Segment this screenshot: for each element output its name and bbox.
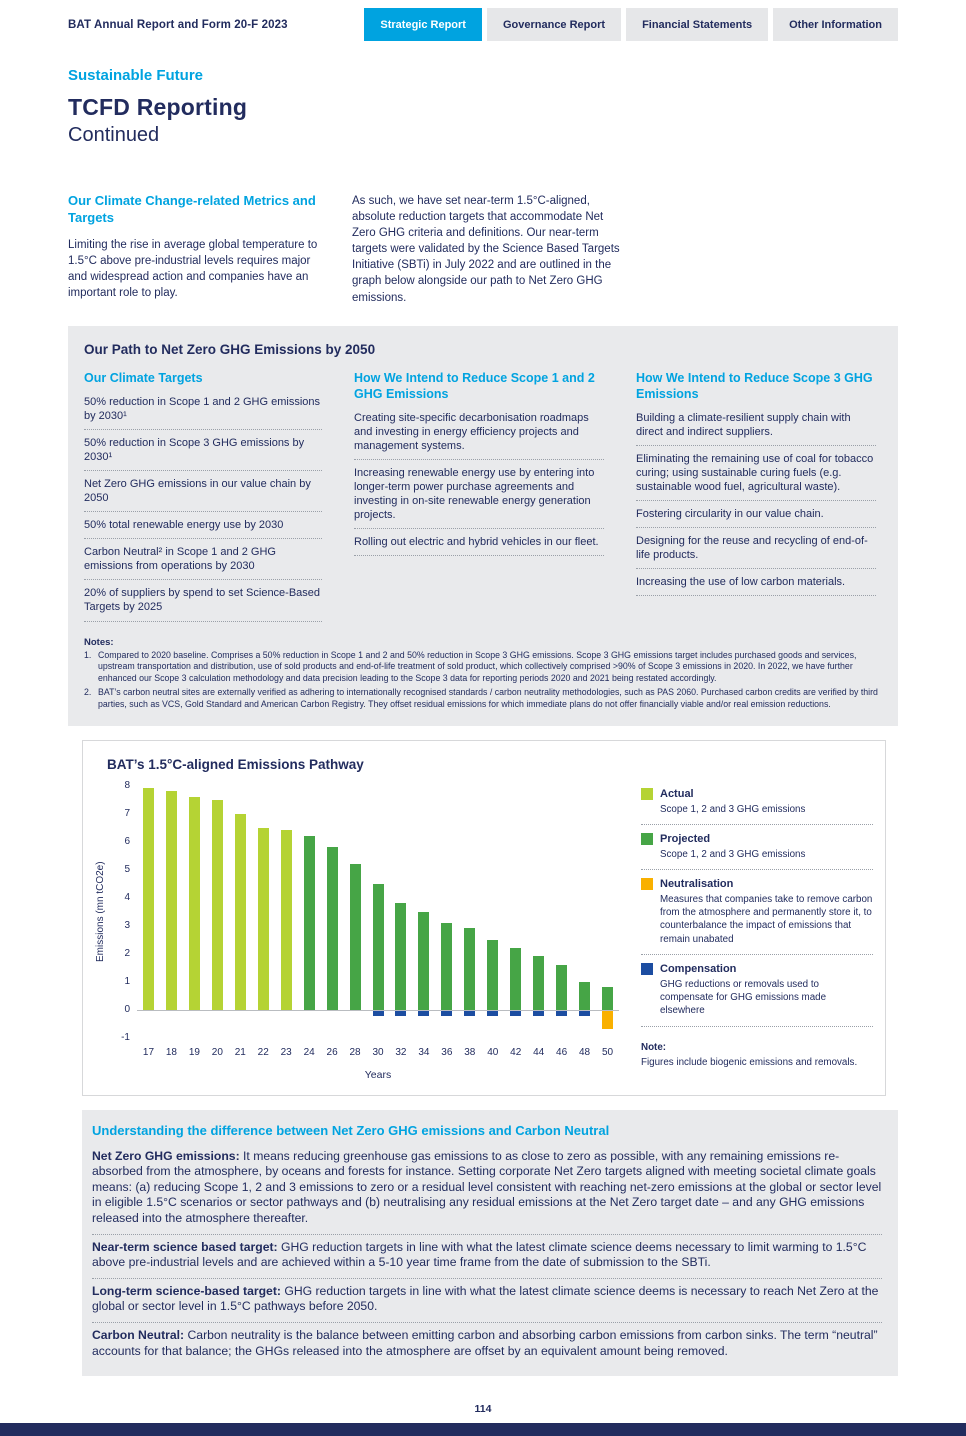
chart-bar-projected [327, 847, 338, 1009]
chart-bar-neutralisation [602, 1011, 613, 1029]
scope-1-2-heading: How We Intend to Reduce Scope 1 and 2 GHG Emissions [354, 370, 595, 401]
x-tick-label: 23 [280, 1046, 292, 1058]
chart-bar-projected [395, 903, 406, 1009]
definition-text: GHG reduction targets in line with what the latest climate science deems necessary to limit warming to 1.5°C above pre-industrial levels and are achieved within a 5-10 year time frame from the date of submission to the SBTi. [92, 1239, 867, 1270]
chart-bar-compensation [395, 1011, 406, 1017]
note-2 [84, 687, 882, 710]
tab-strategic-report[interactable]: Strategic Report [364, 8, 482, 41]
x-tick-label: 19 [188, 1046, 200, 1058]
list-item: Fostering circularity in our value chain. [636, 501, 876, 528]
chart-bar-actual [212, 800, 223, 1010]
legend-description: Scope 1, 2 and 3 GHG emissions [660, 848, 806, 860]
note-number: 1. [84, 649, 92, 660]
list-item: Carbon Neutral² in Scope 1 and 2 GHG emissions from operations by 2030 [84, 539, 322, 580]
legend-entry-actual [641, 788, 873, 825]
chart-area [95, 779, 873, 1081]
intro-section [68, 193, 898, 306]
list-item: 20% of suppliers by spend to set Science-Based Targets by 2025 [84, 580, 322, 621]
x-tick-label: 44 [533, 1046, 545, 1058]
notes-section [84, 637, 882, 711]
chart-bar-actual [281, 830, 292, 1009]
x-tick-label: 46 [556, 1046, 568, 1058]
list-item: Eliminating the remaining use of coal for tobacco curing; using sustainable curing fuels (e.g. sustainable wood fuel, agricultural waste). [636, 446, 876, 501]
chart-bar-projected [373, 884, 384, 1010]
notes-label: Notes: [84, 636, 114, 648]
note-text: Compared to 2020 baseline. Comprises a 50% reduction in Scope 1 and 2 and 50% reduction in Scope 3 GHG emissions. Scope 3 GHG emissions target includes purchased goods and services, upstream transportation and distribution, use of sold products and end-of-life treatment of sold product, which collectively comprised >90% of Scope 3 emissions in 2020. In 2022, we have further enhanced our Scope 3 calculation methodology and data precision leading to the Scope 3 data for reporting periods 2020 and 2021 being restated accordingly. [98, 649, 857, 683]
chart-plot-area [95, 779, 619, 1081]
definition-term: Net Zero GHG emissions: [92, 1148, 240, 1163]
x-tick-label: 38 [464, 1046, 476, 1058]
chart-bar-actual [166, 791, 177, 1009]
document-title: BAT Annual Report and Form 20-F 2023 [68, 18, 288, 31]
note-1 [84, 650, 882, 685]
legend-label: Projected [660, 832, 711, 845]
x-tick-label: 20 [211, 1046, 223, 1058]
x-tick-label: 22 [257, 1046, 269, 1058]
tab-governance-report[interactable]: Governance Report [487, 8, 621, 41]
chart-bar-actual [189, 797, 200, 1010]
chart-bar-actual [143, 788, 154, 1009]
chart-legend [641, 786, 873, 1081]
legend-swatch-neutralisation [641, 878, 653, 890]
definition-term: Carbon Neutral: [92, 1328, 185, 1343]
footer-bar [0, 1423, 966, 1436]
intro-left-column [68, 193, 332, 306]
report-tabs [364, 8, 898, 41]
x-axis-title: Years [364, 1068, 392, 1081]
chart-bar-compensation [373, 1011, 384, 1017]
list-item: Increasing renewable energy use by entering into longer-term power purchase agreements and investing in on-site renewable energy generation projects. [354, 460, 604, 529]
chart-note [641, 1041, 873, 1069]
definition-net-zero [92, 1144, 882, 1235]
x-tick-label: 48 [579, 1046, 591, 1058]
legend-entry-compensation [641, 963, 873, 1027]
legend-label: Compensation [660, 962, 737, 975]
legend-entry-neutralisation [641, 878, 873, 955]
list-item: 50% reduction in Scope 1 and 2 GHG emissions by 2030¹ [84, 389, 322, 430]
x-tick-label: 18 [165, 1046, 177, 1058]
x-tick-label: 36 [441, 1046, 453, 1058]
x-tick-label: 30 [372, 1046, 384, 1058]
chart-plot [137, 786, 619, 1038]
definition-long-term [92, 1279, 882, 1323]
chart-bar-actual [258, 828, 269, 1010]
note-text: BAT’s carbon neutral sites are externally verified as adhering to internationally recognised standards / carbon neutrality methodologies, such as PAS 2060. Purchased carbon credits are verified by third parties, such as VCS, Gold Standard and American Carbon Registry. They offset residual emissions for which immediate plans do not offer financially viable and/or real emission reductions. [98, 687, 878, 709]
path-panel-title: Our Path to Net Zero GHG Emissions by 2050 [84, 341, 376, 357]
chart-bar-projected [441, 923, 452, 1010]
note-number: 2. [84, 687, 92, 698]
legend-description: Scope 1, 2 and 3 GHG emissions [660, 803, 806, 815]
definition-text: It means reducing greenhouse gas emissions to as close to zero as possible, with any remaining emissions re-absorbed from the atmosphere, by oceans and forests for instance. Setting corporate Net Zero targets aligned with meeting societal climate goals means: (a) reducing Scope 1, 2 and 3 emissions to zero or a residual level consistent with reaching net-zero emissions at the global or sector level in eligible 1.5°C scenarios or sector pathways and (b) neutralising any residual emissions at the Net Zero target date – and any GHG emissions released into the atmosphere thereafter. [92, 1148, 882, 1225]
y-tick-label: 3 [124, 919, 130, 931]
chart-bar-projected [464, 928, 475, 1009]
scope-1-2-column [354, 370, 604, 622]
page-title: TCFD Reporting [68, 94, 248, 120]
list-item: Building a climate-resilient supply chain with direct and indirect suppliers. [636, 405, 876, 446]
y-tick-label: -1 [121, 1031, 130, 1043]
y-tick-label: 0 [124, 1003, 130, 1015]
page-number: 114 [474, 1403, 492, 1416]
section-eyebrow: Sustainable Future [68, 67, 204, 84]
list-item: 50% reduction in Scope 3 GHG emissions by 2030¹ [84, 430, 322, 471]
chart-bar-projected [304, 836, 315, 1010]
list-item: Rolling out electric and hybrid vehicles in our fleet. [354, 529, 604, 556]
list-item: 50% total renewable energy use by 2030 [84, 512, 322, 539]
y-tick-label: 7 [124, 807, 130, 819]
chart-bar-compensation [579, 1011, 590, 1017]
x-tick-label: 34 [418, 1046, 430, 1058]
net-zero-path-panel [68, 326, 898, 726]
list-item: Net Zero GHG emissions in our value chain by 2050 [84, 471, 322, 512]
y-tick-label: 4 [124, 891, 130, 903]
chart-bar-projected [533, 956, 544, 1009]
y-tick-label: 2 [124, 947, 130, 959]
path-columns [84, 370, 882, 622]
chart-bar-projected [556, 965, 567, 1010]
legend-label: Neutralisation [660, 878, 734, 890]
chart-bar-compensation [533, 1011, 544, 1017]
climate-targets-heading: Our Climate Targets [84, 370, 203, 385]
page-subtitle: Continued [68, 124, 160, 146]
chart-note-text: Figures include biogenic emissions and removals. [641, 1056, 858, 1068]
chart-note-label: Note: [641, 1041, 667, 1053]
chart-bar-actual [235, 814, 246, 1010]
emissions-chart-card [82, 740, 886, 1096]
y-tick-label: 6 [124, 835, 130, 847]
intro-heading: Our Climate Change-related Metrics and Targets [68, 193, 316, 225]
chart-bar-projected [350, 864, 361, 1010]
list-item: Increasing the use of low carbon materials. [636, 569, 876, 596]
chart-bar-projected [602, 987, 613, 1009]
chart-bar-projected [510, 948, 521, 1010]
definition-carbon-neutral [92, 1323, 882, 1366]
x-tick-label: 24 [303, 1046, 315, 1058]
list-item: Designing for the reuse and recycling of end-of-life products. [636, 528, 876, 569]
y-tick-label: 1 [124, 975, 130, 987]
legend-swatch-actual [641, 788, 653, 800]
chart-bar-compensation [510, 1011, 521, 1017]
y-tick-label: 8 [124, 779, 130, 791]
legend-swatch-compensation [641, 963, 653, 975]
legend-swatch-projected [641, 833, 653, 845]
x-tick-label: 26 [326, 1046, 338, 1058]
main-content [0, 67, 966, 1376]
intro-left-text: Limiting the rise in average global temperature to 1.5°C above pre-industrial levels requires major and widespread action and companies have an important role to play. [68, 238, 318, 300]
definition-term: Near-term science based target: [92, 1239, 278, 1254]
x-tick-label: 42 [510, 1046, 522, 1058]
legend-description: GHG reductions or removals used to compensate for GHG emissions made elsewhere [660, 978, 827, 1017]
definitions-heading: Understanding the difference between Net Zero GHG emissions and Carbon Neutral [92, 1122, 610, 1138]
climate-targets-column [84, 370, 322, 622]
definition-text: Carbon neutrality is the balance between emitting carbon and absorbing carbon emissions from carbon sinks. The term “neutral” accounts for that balance; the GHGs released into the atmosphere are offset by an equivalent amount being removed. [92, 1328, 878, 1358]
x-axis-labels [137, 1047, 619, 1061]
y-tick-label: 5 [124, 863, 130, 875]
definition-near-term [92, 1235, 882, 1279]
x-tick-label: 21 [234, 1046, 246, 1058]
chart-bar-compensation [556, 1011, 567, 1017]
x-tick-label: 50 [601, 1046, 614, 1058]
legend-entry-projected [641, 833, 873, 870]
list-item: Creating site-specific decarbonisation roadmaps and investing in energy efficiency projects and management systems. [354, 405, 604, 460]
definition-term: Long-term science-based target: [92, 1283, 281, 1298]
scope-3-column [636, 370, 876, 622]
chart-bar-projected [579, 982, 590, 1010]
tab-other-information[interactable]: Other Information [773, 8, 898, 41]
chart-bar-compensation [487, 1011, 498, 1017]
legend-description: Measures that companies take to remove carbon from the atmosphere and permanently store it, to counterbalance the impact of emissions that remain unabated [660, 894, 873, 945]
chart-bar-projected [487, 940, 498, 1010]
x-tick-label: 17 [142, 1046, 155, 1058]
y-axis-label: Emissions (mn tCO2e) [95, 861, 106, 962]
top-navigation [68, 8, 898, 41]
legend-label: Actual [660, 787, 694, 800]
x-tick-label: 40 [487, 1046, 499, 1058]
x-tick-label: 32 [395, 1046, 407, 1058]
scope-3-heading: How We Intend to Reduce Scope 3 GHG Emissions [636, 370, 873, 401]
intro-right-text: As such, we have set near-term 1.5°C-aligned, absolute reduction targets that accommodate Net Zero GHG criteria and definitions. Our near-term targets were validated by the Science Based Targets Initiative (SBTi) in July 2022 and are outlined in the graph below alongside our path to Net Zero GHG emissions. [352, 195, 620, 304]
chart-title: BAT’s 1.5°C-aligned Emissions Pathway [107, 756, 364, 772]
chart-bar-compensation [418, 1011, 429, 1017]
definitions-panel [82, 1110, 898, 1377]
chart-bar-compensation [464, 1011, 475, 1017]
definition-text: GHG reduction targets in line with what the latest climate science deems is necessary to reach Net Zero at the global or sector level in 1.5°C pathways before 2050. [92, 1283, 879, 1314]
intro-right-column [352, 193, 626, 306]
chart-bar-compensation [441, 1011, 452, 1017]
x-tick-label: 28 [349, 1046, 361, 1058]
tab-financial-statements[interactable]: Financial Statements [626, 8, 768, 41]
chart-bar-projected [418, 912, 429, 1010]
y-axis-ticks [111, 779, 137, 1043]
